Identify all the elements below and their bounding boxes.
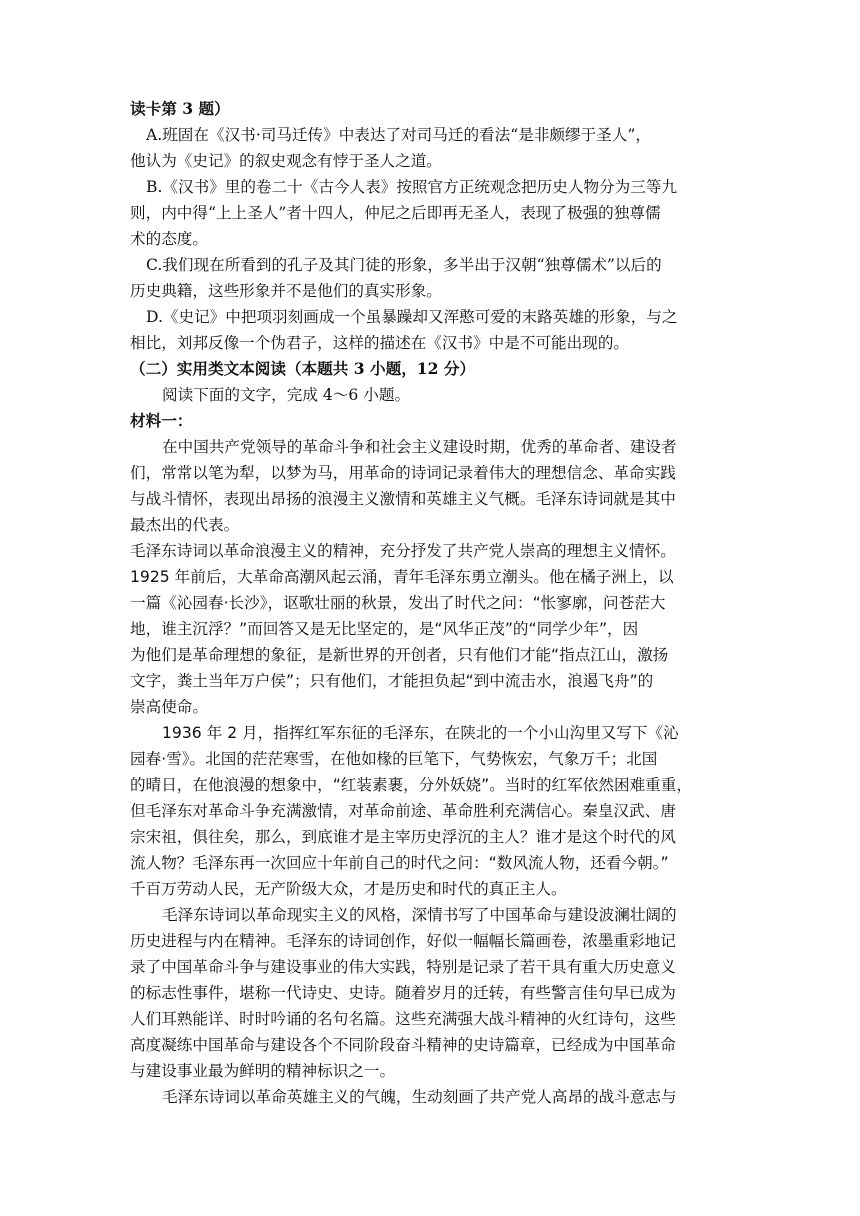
text-line: C.我们现在所看到的孔子及其门徒的形象，多半出于汉朝“独尊儒术”以后的 [146,256,662,274]
text-line: 与战斗情怀，表现出昂扬的浪漫主义激情和英雄主义气概。毛泽东诗词就是其中 [130,490,676,508]
text-line: 在中国共产党领导的革命斗争和社会主义建设时期，优秀的革命者、建设者 [162,438,677,456]
text-line: B.《汉书》里的卷二十《古今人表》按照官方正统观念把历史人物分为三等九 [146,178,678,196]
text-line: D.《史记》中把项羽刻画成一个虽暴躁却又浑憨可爱的末路英雄的形象，与之 [146,308,678,326]
text-line: 历史进程与内在精神。毛泽东的诗词创作，好似一幅幅长篇画卷，浓墨重彩地记 [130,932,676,950]
text-line: 的晴日，在他浪漫的想象中，“红装素裹，分外妖娆”。当时的红军依然困难重重， [130,776,692,794]
text-line: 的标志性事件，堪称一代诗史、史诗。随着岁月的迁转，有些警言佳句早已成为 [130,984,676,1002]
text-line: 最杰出的代表。 [130,516,240,534]
text-line: 高度凝练中国革命与建设各个不同阶段奋斗精神的史诗篇章，已经成为中国革命 [130,1036,676,1054]
text-line: 录了中国革命斗争与建设事业的伟大实践，特别是记录了若干具有重大历史意义 [130,958,676,976]
text-line: 他认为《史记》的叙史观念有悖于圣人之道。 [130,152,442,170]
text-line: 但毛泽东对革命斗争充满激情，对革命前途、革命胜利充满信心。秦皇汉武、唐 [130,802,676,820]
text-line: 读卡第 3 题） [130,99,230,118]
text-line: 们，常常以笔为犁，以梦为马，用革命的诗词记录着伟大的理想信念、革命实践 [130,464,676,482]
text-line: 相比，刘邦反像一个伪君子，这样的描述在《汉书》中是不可能出现的。 [130,334,630,352]
text-line: 为他们是革命理想的象征，是新世界的开创者，只有他们才能“指点江山，激扬 [130,646,669,664]
text-line: 文字，粪土当年万户侯”；只有他们，才能担负起“到中流击水，浪遏飞舟”的 [130,672,654,690]
text-line: 则，内中得“上上圣人”者十四人，仲尼之后即再无圣人，表现了极强的独尊儒 [130,204,661,222]
text-line: 历史典籍，这些形象并不是他们的真实形象。 [130,282,442,300]
text-line: 千百万劳动人民，无产阶级大众，才是历史和时代的真正主人。 [130,880,567,898]
text-line: 人们耳熟能详、时时吟诵的名句名篇。这些充满强大战斗精神的火红诗句，这些 [130,1010,676,1028]
text-line: 毛泽东诗词以革命现实主义的风格，深情书写了中国革命与建设波澜壮阔的 [162,906,677,924]
text-line: 园春·雪》。北国的茫茫寒雪，在他如椽的巨笔下，气势恢宏，气象万千；北国 [130,750,658,768]
text-line: 宗宋祖，俱往矣，那么，到底谁才是主宰历史浮沉的主人？谁才是这个时代的风 [130,828,676,846]
text-line: 阅读下面的文字，完成 4～6 小题。 [162,386,411,404]
text-line: 毛泽东诗词以革命浪漫主义的精神，充分抒发了共产党人崇高的理想主义情怀。 [130,542,676,560]
text-line: 崇高使命。 [130,698,208,716]
text-line: 一篇《沁园春·长沙》，讴歌壮丽的秋景，发出了时代之问：“怅寥廓，问苍茫大 [130,594,666,612]
text-line: 毛泽东诗词以革命英雄主义的气魄，生动刻画了共产党人高昂的战斗意志与 [162,1088,677,1106]
text-line: 与建设事业最为鲜明的精神标识之一。 [130,1062,396,1080]
text-line: （二）实用类文本阅读（本题共 3 小题，12 分） [130,359,476,378]
document-page [130,96,735,1110]
text-line: 1925 年前后，大革命高潮风起云涌，青年毛泽东勇立潮头。他在橘子洲上，以 [130,568,674,586]
text-line: 地，谁主沉浮？”而回答又是无比坚定的，是“风华正茂”的“同学少年”，因 [130,620,639,638]
text-line: 1936 年 2 月，指挥红军东征的毛泽东，在陕北的一个小山沟里又写下《沁 [162,724,679,742]
text-line: 术的态度。 [130,230,208,248]
text-line: 流人物？毛泽东再一次回应十年前自己的时代之问：“数风流人物，还看今朝。” [130,854,669,872]
text-line: 材料一： [130,411,193,430]
text-line: A.班固在《汉书·司马迁传》中表达了对司马迁的看法“是非颇缪于圣人”， [146,126,651,144]
